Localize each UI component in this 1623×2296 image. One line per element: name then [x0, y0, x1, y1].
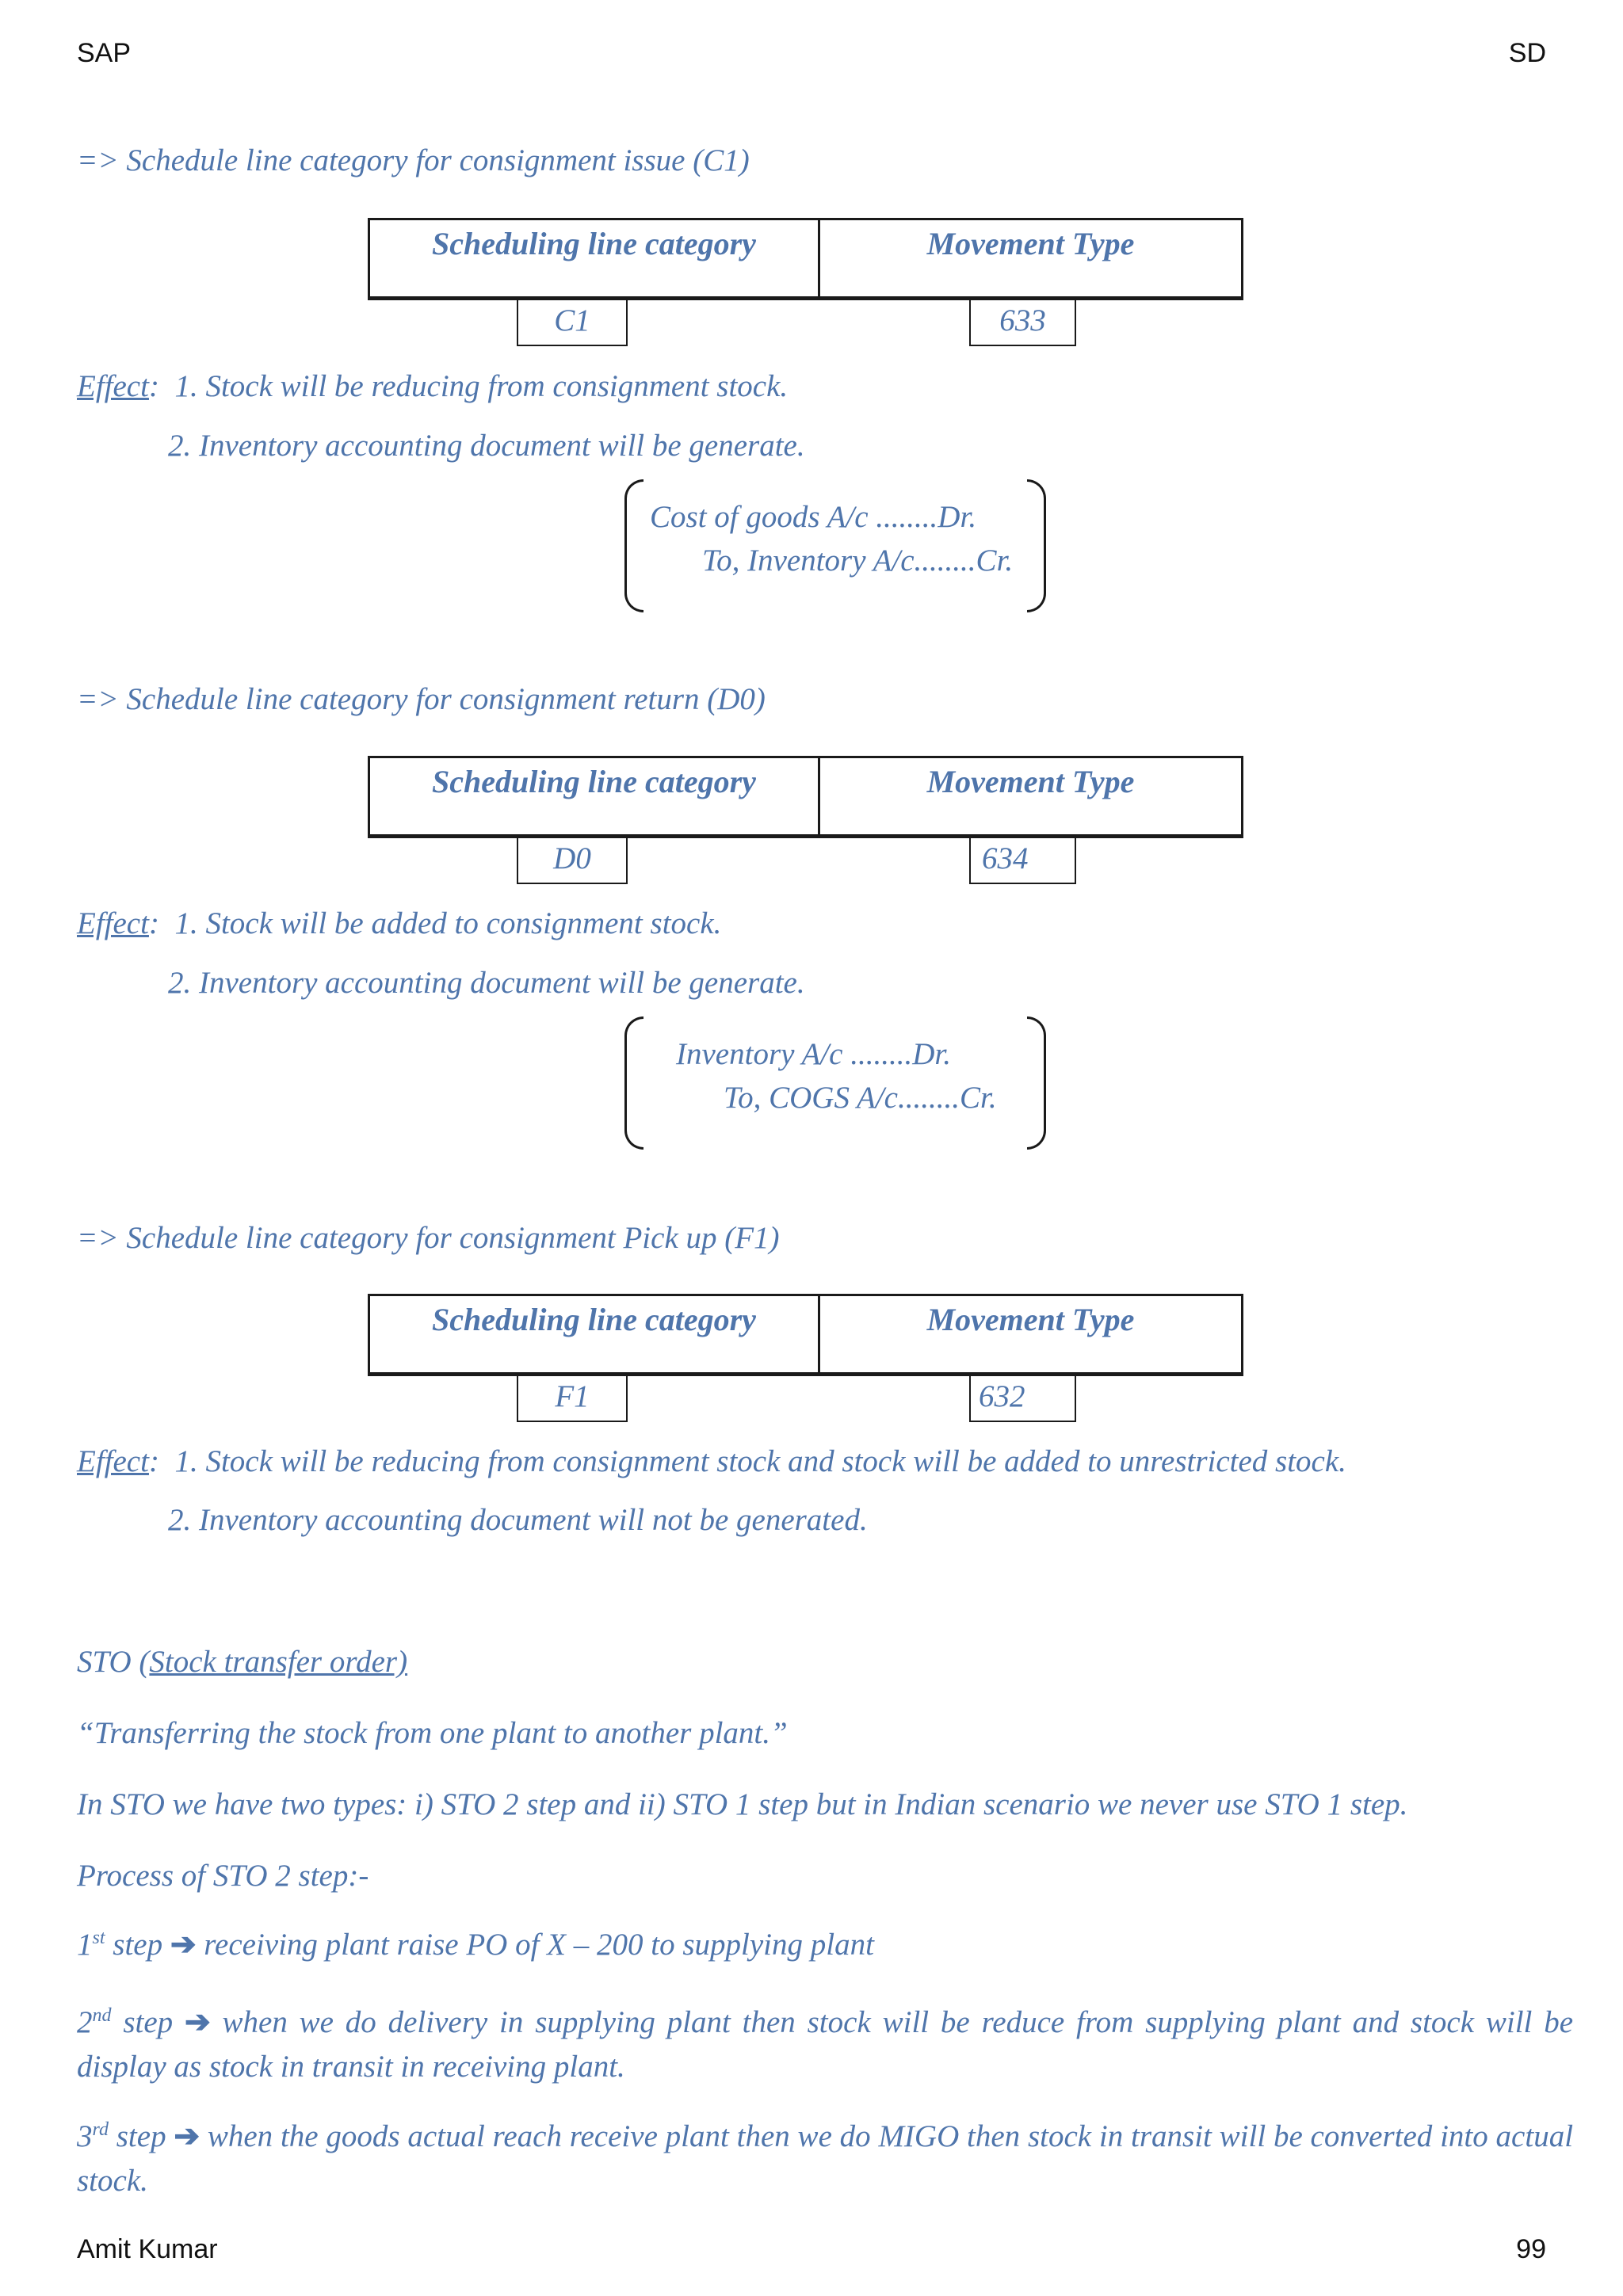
effect-text: 1. Stock will be reducing from consignment stock and stock will be added to unrestricted stock.: [174, 1444, 1346, 1478]
arrow-right-icon: ➔: [170, 1928, 197, 1962]
step-number: 3: [77, 2119, 93, 2153]
journal-bracket-left: [624, 479, 643, 612]
footer-author: Amit Kumar: [77, 2234, 218, 2264]
movement-type-value-634: 634: [969, 835, 1076, 884]
journal-bracket-left: [624, 1016, 643, 1150]
sto-title-prefix: STO (: [77, 1645, 150, 1679]
journal-credit-line: To, Inventory A/c........Cr.: [702, 543, 1014, 578]
effect-line-d0-2: 2. Inventory accounting document will be generate.: [168, 966, 805, 1000]
effect-text: 1. Stock will be reducing from consignment stock.: [174, 369, 789, 403]
sto-definition: “Transferring the stock from one plant to another plant.”: [77, 1716, 788, 1750]
sto-step-3: [77, 2107, 1573, 2203]
step-ordinal: st: [92, 1928, 105, 1948]
slc-table-d0: [368, 756, 1243, 838]
step-ordinal: rd: [92, 2119, 109, 2140]
arrow-right-icon: ➔: [184, 2005, 211, 2039]
effect-label: Effect: [77, 369, 149, 403]
sto-title-link: Stock transfer order): [149, 1645, 408, 1679]
header-right: SD: [1508, 38, 1546, 68]
step-number: 1: [77, 1928, 93, 1962]
journal-bracket-right: [1027, 479, 1046, 612]
step-word: step: [116, 2119, 166, 2153]
effect-label: Effect: [77, 906, 149, 940]
journal-entry-c1: [624, 479, 1046, 612]
header-scheduling-line-category: Scheduling line category: [369, 1295, 819, 1375]
section-heading-c1: => Schedule line category for consignment issue (C1): [77, 143, 750, 177]
step-word: step: [123, 2005, 174, 2039]
effect-line-c1-2: 2. Inventory accounting document will be generate.: [168, 429, 805, 463]
effect-text: 1. Stock will be added to consignment stock.: [174, 906, 722, 940]
journal-entry-d0: [624, 1016, 1046, 1150]
effect-line-d0-1: Effect: 1. Stock will be added to consignment stock.: [77, 906, 722, 940]
sto-step-1: [77, 1927, 874, 1962]
section-heading-d0: => Schedule line category for consignment return (D0): [77, 682, 766, 716]
journal-debit-line: Inventory A/c ........Dr.: [676, 1037, 951, 1071]
sto-types: In STO we have two types: i) STO 2 step and ii) STO 1 step but in Indian scenario we never use STO 1 step.: [77, 1787, 1408, 1821]
header-left: SAP: [77, 38, 132, 68]
movement-type-value-633: 633: [969, 297, 1076, 346]
sto-step-2: [77, 1993, 1573, 2089]
journal-credit-line: To, COGS A/c........Cr.: [724, 1081, 997, 1115]
step-ordinal: nd: [92, 2005, 112, 2026]
journal-debit-line: Cost of goods A/c ........Dr.: [650, 500, 977, 534]
effect-label: Effect: [77, 1444, 149, 1478]
header-movement-type: Movement Type: [819, 1295, 1243, 1375]
header-scheduling-line-category: Scheduling line category: [369, 219, 819, 299]
category-value-c1: C1: [517, 297, 628, 346]
section-heading-f1: => Schedule line category for consignment Pick up (F1): [77, 1221, 780, 1255]
movement-type-value-632: 632: [969, 1373, 1076, 1422]
category-value-d0: D0: [517, 835, 628, 884]
header-movement-type: Movement Type: [819, 219, 1243, 299]
slc-table-f1: [368, 1294, 1243, 1376]
slc-table-c1: [368, 218, 1243, 300]
effect-line-f1-2: 2. Inventory accounting document will not be generated.: [168, 1503, 868, 1537]
step-text: receiving plant raise PO of X – 200 to supplying plant: [204, 1928, 874, 1962]
footer-page-number: 99: [1516, 2234, 1546, 2264]
effect-line-f1-1: Effect: 1. Stock will be reducing from consignment stock and stock will be added to unrestricted stock.: [77, 1444, 1346, 1478]
step-word: step: [113, 1928, 163, 1962]
journal-bracket-right: [1027, 1016, 1046, 1150]
header-movement-type: Movement Type: [819, 757, 1243, 837]
category-value-f1: F1: [517, 1373, 628, 1422]
arrow-right-icon: ➔: [174, 2119, 200, 2153]
step-number: 2: [77, 2005, 93, 2039]
step-text: when the goods actual reach receive plant then we do MIGO then stock in transit will be converted into actual stock.: [77, 2119, 1574, 2198]
sto-process-title: Process of STO 2 step:-: [77, 1859, 369, 1893]
effect-line-c1-1: Effect: 1. Stock will be reducing from consignment stock.: [77, 369, 789, 403]
header-scheduling-line-category: Scheduling line category: [369, 757, 819, 837]
step-text: when we do delivery in supplying plant then stock will be reduce from supplying plant and stock will be display as stock in transit in receiving plant.: [77, 2005, 1574, 2084]
sto-title: [77, 1644, 407, 1680]
